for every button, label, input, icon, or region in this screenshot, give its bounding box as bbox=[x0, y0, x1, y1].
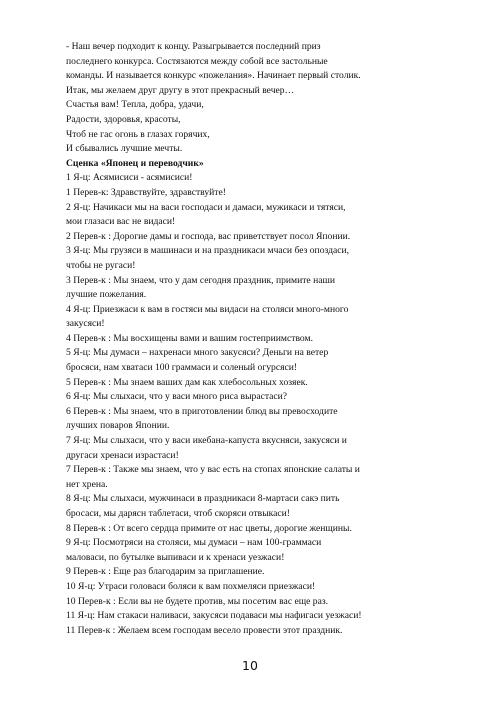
dialogue-text: бросяси, нам хватаси 100 граммаси и соленый огурсяси! bbox=[66, 362, 298, 374]
dialogue-line bbox=[66, 230, 438, 245]
dialogue-text: маловаси, по бутылке выпиваси и к хренаси уезжаси! bbox=[66, 551, 285, 563]
dialogue-line bbox=[66, 346, 438, 375]
dialogue-text: 10 Перев-к : Если вы не будете против, мы посетим вас еще раз. bbox=[66, 595, 329, 607]
dialogue-line bbox=[66, 303, 438, 332]
dialogue-line bbox=[66, 536, 438, 565]
dialogue-line bbox=[66, 390, 438, 405]
dialogue-text: мои глазаси вас не видаси! bbox=[66, 216, 176, 228]
dialogue-line bbox=[66, 405, 438, 434]
dialogue-text: 3 Я-ц: Мы грузяси в машинаси и на праздникаси мчаси без опоздаси, bbox=[66, 245, 350, 257]
intro-paragraph bbox=[66, 40, 438, 157]
dialogue-text: 2 Перев-к : Дорогие дамы и господа, вас приветствует посол Японии. bbox=[66, 230, 351, 242]
intro-line: последнего конкурса. Состязаются между собой все застольные bbox=[66, 55, 328, 67]
intro-line: Итак, мы желаем друг другу в этот прекрасный вечер… bbox=[66, 84, 295, 96]
dialogue-line bbox=[66, 595, 438, 610]
dialogue-text: другаси хренаси израстаси! bbox=[66, 449, 179, 461]
dialogue-text: 9 Перев-к : Еще раз благодарим за приглашение. bbox=[66, 566, 265, 578]
dialogue-text: 11 Я-ц: Нам стакаси наливаси, закусяси подаваси мы нафигаси уезжаси! bbox=[66, 610, 362, 622]
page-number: 10 bbox=[242, 658, 258, 673]
dialogue-line bbox=[66, 376, 438, 391]
poem-line: Счастья вам! Тепла, добра, удачи, bbox=[66, 99, 204, 111]
dialogue-text: 3 Перев-к : Мы знаем, что у дам сегодня праздник, примите наши bbox=[66, 274, 335, 286]
dialogue-text: лучшие пожелания. bbox=[66, 289, 147, 301]
poem-line: Радости, здоровья, красоты, bbox=[66, 113, 181, 125]
dialogue-line bbox=[66, 609, 438, 624]
dialogue-line bbox=[66, 186, 438, 201]
poem-line: Чтоб не гас огонь в глазах горячих, bbox=[66, 128, 210, 140]
dialogue-line bbox=[66, 492, 438, 521]
dialogue-line bbox=[66, 171, 438, 186]
page-content bbox=[66, 40, 438, 638]
dialogue-text: 11 Перев-к : Желаем всем господам весело провести этот праздник. bbox=[66, 624, 343, 636]
dialogue-text: 7 Я-ц: Мы слыхаси, что у васи икебана-капуста вкусняси, закусяси и bbox=[66, 435, 347, 447]
dialogue-text: 5 Перев-к : Мы знаем ваших дам как хлебосольных хозяек. bbox=[66, 376, 308, 388]
dialogue-line bbox=[66, 274, 438, 303]
dialogue-line bbox=[66, 522, 438, 537]
intro-line: команды. И называется конкурс «пожелания». Начинает первый столик. bbox=[66, 70, 361, 82]
dialogue-text: 1 Перев-к: Здравствуйте, здравствуйте! bbox=[66, 186, 226, 198]
dialogue-text: чтобы не ругаси! bbox=[66, 259, 136, 271]
dialogue-text: 1 Я-ц: Асямисиси - асямисиси! bbox=[66, 172, 193, 184]
dialogue-line bbox=[66, 565, 438, 580]
intro-line: - Наш вечер подходит к концу. Разыгрывается последний приз bbox=[66, 41, 321, 52]
dialogue-line bbox=[66, 201, 438, 230]
scene-title: Сценка «Японец и переводчик» bbox=[66, 157, 204, 169]
dialogue-line bbox=[66, 244, 438, 273]
dialogue-text: бросаси, мы дарясн таблетаси, чтоб скоряси отвыкаси! bbox=[66, 508, 291, 519]
dialogue-line bbox=[66, 434, 438, 463]
dialogue-text: 7 Перев-к : Также мы знаем, что у вас есть на стопах японские салаты и bbox=[66, 464, 360, 476]
dialogue-text: закусяси! bbox=[66, 318, 105, 330]
dialogue-list bbox=[66, 171, 438, 638]
dialogue-line bbox=[66, 580, 438, 595]
dialogue-text: 8 Я-ц: Мы слыхаси, мужчинаси в праздникаси 8-мартаси сакэ пить bbox=[66, 493, 340, 505]
poem-line: И сбывались лучшие мечты. bbox=[66, 143, 183, 155]
dialogue-text: 2 Я-ц: Начикаси мы на васи господаси и дамаси, мужикаси и тятяси, bbox=[66, 201, 346, 213]
dialogue-text: нет хрена. bbox=[66, 478, 108, 490]
dialogue-text: 9 Я-ц: Посмотряси на столяси, мы думаси – нам 100-граммаси bbox=[66, 537, 322, 549]
dialogue-line bbox=[66, 624, 438, 639]
dialogue-text: лучших поваров Японии. bbox=[66, 420, 170, 432]
dialogue-text: 8 Перев-к : От всего сердца примите от нас цветы, дорогие женщины. bbox=[66, 522, 352, 534]
dialogue-line bbox=[66, 332, 438, 347]
dialogue-text: 4 Перев-к : Мы восхищены вами и вашим гостеприимством. bbox=[66, 332, 314, 344]
dialogue-text: 5 Я-ц: Мы думаси – нахренаси много закусяси? Деньги на ветер bbox=[66, 347, 329, 359]
dialogue-text: 6 Я-ц: Мы слыхаси, что у васи много риса вырастаси? bbox=[66, 391, 288, 403]
dialogue-text: 6 Перев-к : Мы знаем, что в приготовлении блюд вы превосходите bbox=[66, 405, 338, 417]
dialogue-line bbox=[66, 463, 438, 492]
dialogue-text: 10 Я-ц: Утраси головаси боляси к вам похмеляси приезжаси! bbox=[66, 580, 316, 592]
dialogue-text: 4 Я-ц: Приезжаси к вам в гостяси мы видаси на столяси много-много bbox=[66, 303, 349, 315]
